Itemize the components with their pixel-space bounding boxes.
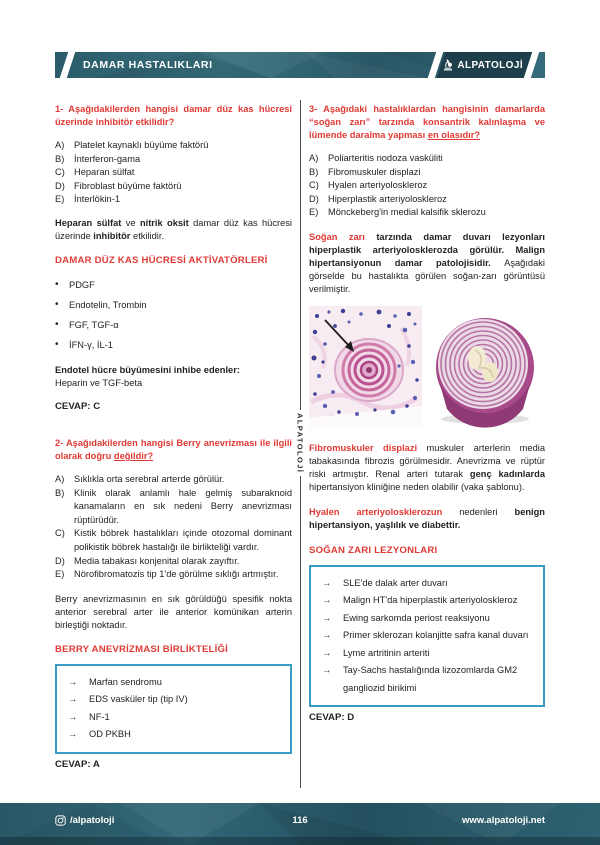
option-text: Fibromuskuler displazi <box>328 166 421 177</box>
list-item <box>55 275 292 295</box>
question-3-options <box>309 152 545 220</box>
box-item <box>322 575 533 593</box>
option-letter: E) <box>55 569 65 580</box>
option-letter: A) <box>55 140 65 150</box>
option-row <box>55 487 292 528</box>
question-2-answer-key: CEVAP: A <box>55 758 100 770</box>
option-text: Mönckeberg'in medial kalsifik sklerozu <box>328 207 486 218</box>
option-row <box>309 193 545 207</box>
left-column <box>55 103 292 771</box>
list-item <box>55 315 292 335</box>
option-letter: B) <box>55 487 65 498</box>
option-letter: D) <box>55 180 65 191</box>
footer-bottom-strip <box>0 837 600 845</box>
note-plain: Heparin ve TGF-beta <box>55 377 143 388</box>
option-row <box>55 139 292 153</box>
question-3-title <box>309 103 545 142</box>
box-item <box>322 610 533 628</box>
hyaline-paragraph <box>309 506 545 532</box>
option-letter: A) <box>309 153 319 163</box>
question-3-answer-key: CEVAP: D <box>309 712 355 724</box>
answer-bold: inhibitör <box>93 230 131 241</box>
box-item-text: Primer sklerozan kolanjitte safra kanal duvarı <box>343 630 529 641</box>
option-row <box>309 179 545 193</box>
histology-micrograph <box>309 306 422 428</box>
title-underlined: en olasıdır? <box>427 130 481 140</box>
box-item-text: SLE'de dalak arter duvarı <box>343 577 448 588</box>
box-item-text: EDS vasküler tip (tip IV) <box>89 694 188 705</box>
bullet-icon: • <box>55 318 59 330</box>
box-item <box>322 645 533 663</box>
option-row <box>309 166 545 180</box>
para-plain: Aşağıdaki görselde bu hastalıkta görülen soğan-zarı görüntüsü verilmiştir. <box>309 257 545 294</box>
box-item <box>68 674 280 692</box>
option-text: Heparan sülfat <box>74 167 135 178</box>
option-text: Hyalen arteriyoloskleroz <box>328 180 428 191</box>
option-row <box>55 166 292 180</box>
onion-skin-paragraph <box>309 231 545 296</box>
option-letter: D) <box>55 555 65 566</box>
option-text: Poliarteritis nodoza vasküliti <box>328 153 443 163</box>
arrow-bullet-icon: → <box>322 665 332 676</box>
para-plain: hipertansiyon kliniğine neden olabilir (vaka şablonu). <box>309 481 525 492</box>
box-item-text: Tay-Sachs hastalığında lizozomlarda GM2 gangliozid birikimi <box>343 665 518 693</box>
option-letter: E) <box>55 194 65 205</box>
question-2-explanation: Berry anevrizmasının en sık görüldüğü spesifik nokta anterior serebral arter ile anterior komünikan arterin birleştiği noktadır. <box>55 593 292 630</box>
arrow-bullet-icon: → <box>322 577 332 588</box>
footer-social <box>55 815 114 826</box>
answer-plain: etkilidir. <box>130 230 165 241</box>
footer-bar <box>0 803 600 845</box>
option-letter: A) <box>55 473 65 484</box>
question-1-options <box>55 139 292 207</box>
arrow-bullet-icon: → <box>322 630 332 641</box>
endothel-note <box>55 364 292 390</box>
option-letter: D) <box>309 193 319 204</box>
option-text: Klinik olarak anlamlı hale gelmiş subaraknoid kanamaların en sık nedeni Berry anevrizması rüptürüdür. <box>74 487 292 525</box>
option-letter: C) <box>309 180 319 191</box>
para-bold: tarzında damar duvarı lezyonları hiperplastik arteriyolosklerozda görülür. Malign hipertansiyonun damar patolojisidir. <box>309 231 545 268</box>
box-item-text: Ewing sarkomda periost reaksiyonu <box>343 612 490 623</box>
box-item <box>322 662 533 697</box>
bullet-icon: • <box>55 338 59 350</box>
question-1-title: 1- Aşağıdakilerden hangisi damar düz kas hücresi üzerinde inhibitör etkilidir? <box>55 104 292 127</box>
option-text: Sıklıkla orta serebral arterde görülür. <box>74 473 225 484</box>
arrow-bullet-icon: → <box>68 711 78 722</box>
list-item-text: PDGF <box>69 279 95 290</box>
title-main: 3- Aşağıdaki hastalıklardan hangisinin damarlarda “soğan zarı” tarzında konsantrik kalınlaşma ve lümende daralma yapması <box>309 104 545 140</box>
brand-name: ALPATOLOJİ <box>457 59 523 71</box>
right-column <box>309 103 545 724</box>
microscope-icon <box>442 59 454 71</box>
question-1-answer-text <box>55 217 292 243</box>
option-text: İnterlökin-1 <box>74 194 120 205</box>
para-bold: genç kadınlarda <box>469 468 545 479</box>
berry-association-box <box>55 664 292 754</box>
option-letter: C) <box>55 167 65 178</box>
list-item-text: İFN-γ, İL-1 <box>69 339 113 350</box>
list-item-text: FGF, TGF-α <box>69 319 119 330</box>
option-row <box>55 153 292 167</box>
answer-bold: Heparan sülfat <box>55 217 122 228</box>
box-item-text: NF-1 <box>89 711 110 722</box>
box-item-text: Marfan sendromu <box>89 676 162 687</box>
activator-list <box>55 275 292 355</box>
option-text: Media tabakası konjenital olarak zayıftır. <box>74 555 240 566</box>
para-bold: benign hipertansiyon, yaşlılık ve diabettir. <box>309 506 545 530</box>
divider-line-top <box>300 100 301 410</box>
answer-bold: nitrik oksit <box>139 217 189 228</box>
option-letter: B) <box>55 153 65 164</box>
brand-logo <box>442 52 523 78</box>
instagram-icon <box>55 815 66 826</box>
list-item <box>55 295 292 315</box>
column-divider <box>293 100 307 788</box>
box-item <box>68 691 280 709</box>
header-bar <box>55 52 545 78</box>
option-letter: B) <box>309 166 319 177</box>
option-row <box>309 152 545 166</box>
question-2-title <box>55 437 292 463</box>
onion-skin-lesions-box <box>309 565 545 708</box>
arrow-bullet-icon: → <box>322 612 332 623</box>
box-item <box>322 592 533 610</box>
footer-content <box>0 803 600 837</box>
box-item <box>68 709 280 727</box>
box-item-text: Lyme artritinin arteriti <box>343 647 430 658</box>
box-item-text: OD PKBH <box>89 729 131 740</box>
social-handle: /alpatoloji <box>70 814 115 826</box>
onion-skin-figure <box>309 306 545 432</box>
option-row <box>55 555 292 569</box>
note-bold: Endotel hücre büyümesini inhibe edenler: <box>55 364 240 375</box>
option-text: Fibroblast büyüme faktörü <box>74 180 182 191</box>
para-red-bold: Fibromuskuler displazi <box>309 442 418 453</box>
histology-and-onion-image <box>309 306 545 428</box>
option-letter: E) <box>309 207 319 218</box>
option-row <box>55 473 292 487</box>
box-item-text: Malign HT'da hiperplastik arteriyoloskleroz <box>343 595 518 606</box>
list-item <box>55 335 292 355</box>
title-main: 2- Aşağıdakilerden hangisi Berry anevrizması ile ilgili olarak doğru <box>55 437 292 461</box>
option-text: İnterferon-gama <box>74 153 141 164</box>
para-plain: nedenleri <box>442 506 515 517</box>
arrow-bullet-icon: → <box>68 676 78 687</box>
answer-plain: damar düz kas hücresi üzerinde <box>55 217 292 241</box>
arrow-bullet-icon: → <box>322 595 332 606</box>
page-number: 116 <box>292 814 308 826</box>
question-2-options <box>55 473 292 582</box>
section-heading-berry: BERRY ANEVRİZMASI BİRLİKTELİĞİ <box>55 643 229 655</box>
option-row <box>55 193 292 207</box>
arrow-bullet-icon: → <box>68 729 78 740</box>
question-1-answer-key: CEVAP: C <box>55 400 101 412</box>
bullet-icon: • <box>55 298 59 310</box>
option-row <box>309 206 545 220</box>
section-heading-onion-lesions: SOĞAN ZARI LEZYONLARI <box>309 544 438 556</box>
website-url: www.alpatoloji.net <box>461 814 545 826</box>
option-text: Platelet kaynaklı büyüme faktörü <box>74 140 209 150</box>
option-row <box>55 527 292 554</box>
option-text: Kistik böbrek hastalıkları içinde otozomal dominant polikistik böbrek hastalığı ile birlikteliği vardır. <box>74 528 292 552</box>
arrow-bullet-icon: → <box>322 647 332 658</box>
option-text: Hiperplastik arteriyoloskleroz <box>328 193 447 204</box>
title-underlined: değildir? <box>113 450 154 461</box>
box-item <box>322 627 533 645</box>
red-onion-image <box>422 306 545 428</box>
box-item <box>68 726 280 744</box>
arrow-bullet-icon: → <box>68 694 78 705</box>
list-item-text: Endotelin, Trombin <box>69 299 147 310</box>
option-text: Nörofibromatozis tip 1'de görülme sıklığı artmıştır. <box>74 569 279 580</box>
divider-line-bottom <box>300 476 301 788</box>
bullet-icon: • <box>55 278 59 290</box>
section-heading-activators: DAMAR DÜZ KAS HÜCRESİ AKTİVATÖRLERİ <box>55 254 268 266</box>
page-section-title: DAMAR HASTALIKLARI <box>83 59 213 71</box>
fibromuscular-paragraph <box>309 442 545 494</box>
para-red-bold: Hyalen arteriyolosklerozun <box>309 506 443 517</box>
divider-brand-label: ALPATOLOJİ <box>295 413 305 474</box>
option-row <box>55 180 292 194</box>
option-row <box>55 568 292 582</box>
para-red-bold: Soğan zarı <box>309 231 365 242</box>
answer-plain: ve <box>121 217 140 228</box>
option-letter: C) <box>55 528 65 539</box>
para-plain: muskuler arterlerin media tabakasında fibrozis görülmesidir. Anevrizma ve rüptür riski artmıştır. Renal arteri tutarak <box>309 442 545 479</box>
